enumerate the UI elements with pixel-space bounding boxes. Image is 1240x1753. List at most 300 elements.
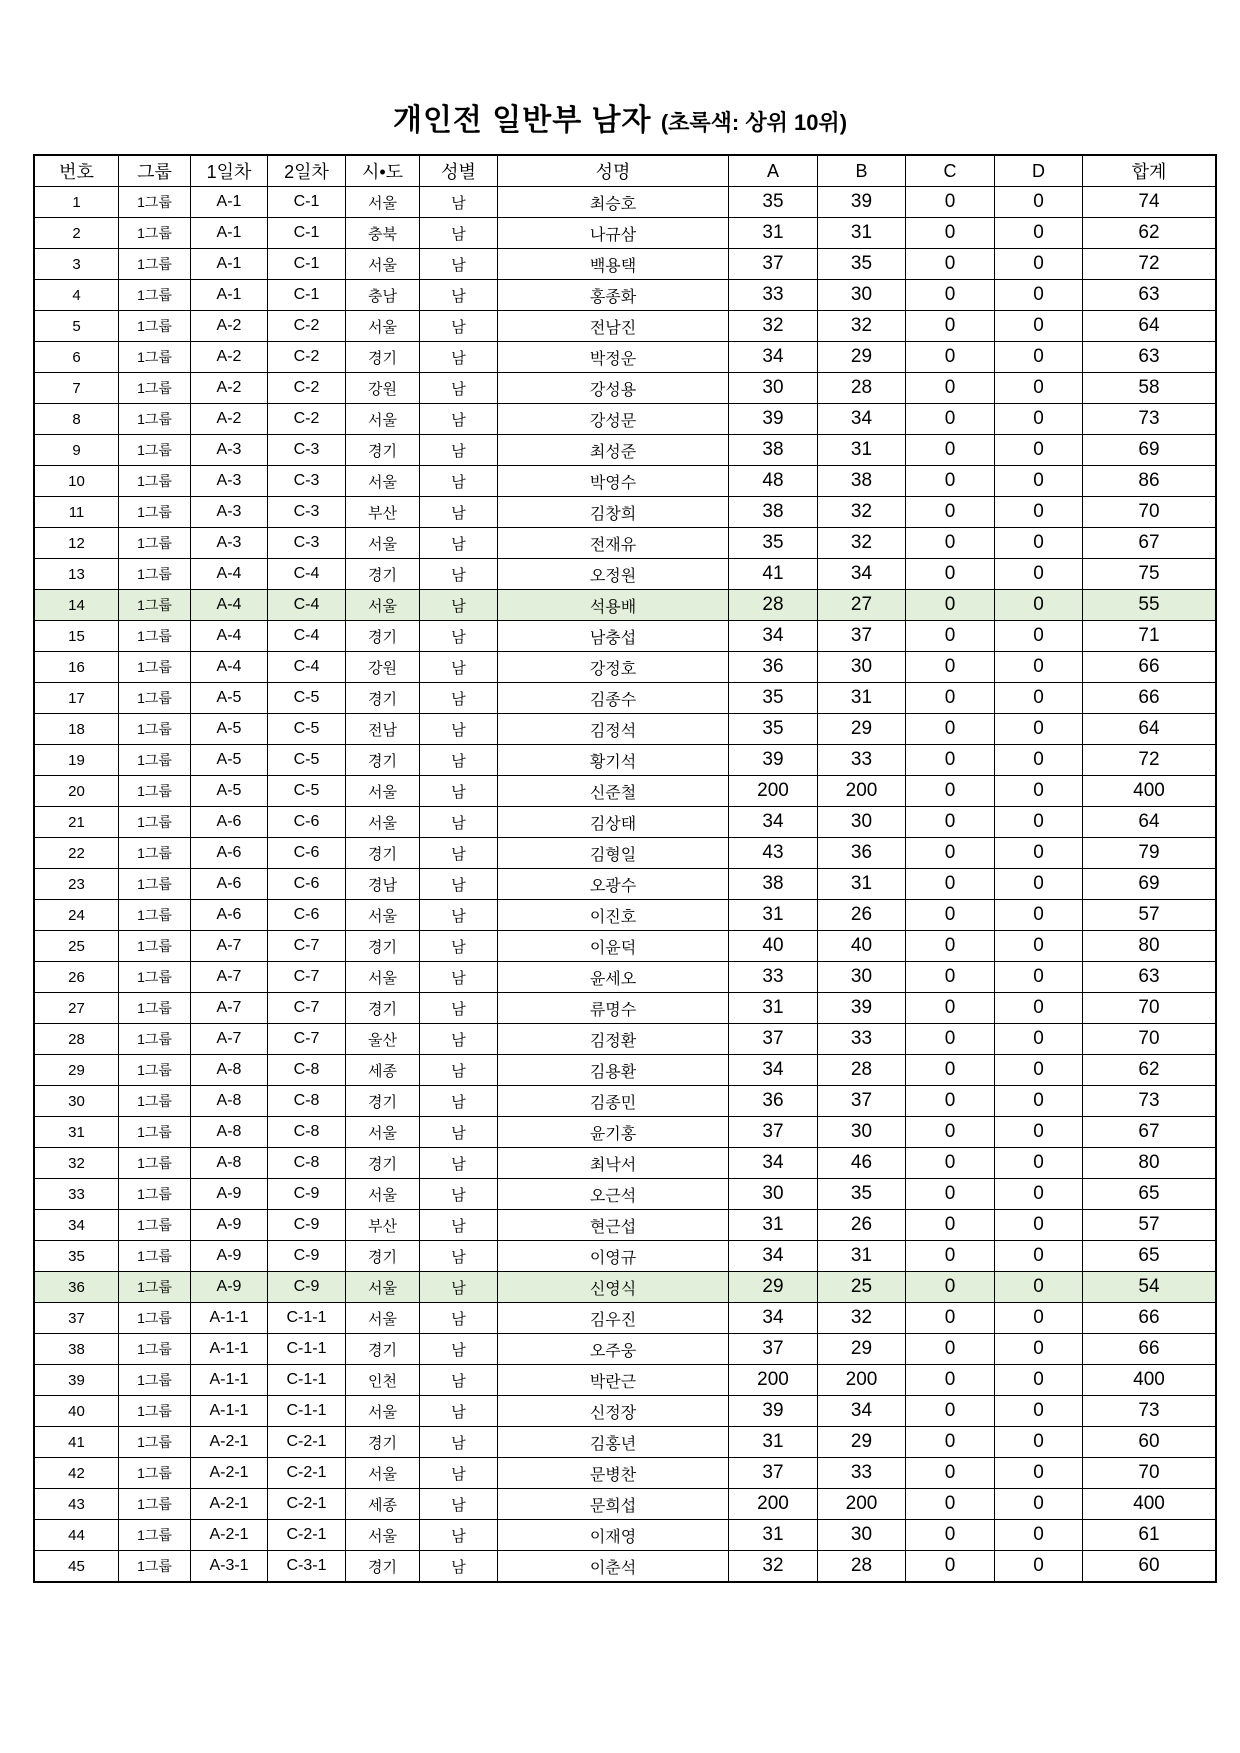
cell-region: 서울 [346, 249, 420, 280]
cell-gender: 남 [420, 1520, 498, 1551]
cell-a: 31 [729, 218, 818, 249]
table-row [34, 776, 1216, 807]
cell-no: 22 [34, 838, 119, 869]
cell-name: 강정호 [498, 652, 729, 683]
cell-day2: C-1 [268, 280, 346, 311]
cell-b: 31 [818, 1241, 906, 1272]
cell-group: 1그룹 [119, 466, 191, 497]
cell-c: 0 [906, 1272, 995, 1303]
cell-gender: 남 [420, 931, 498, 962]
cell-a: 30 [729, 373, 818, 404]
cell-c: 0 [906, 962, 995, 993]
cell-day1: A-8 [191, 1055, 268, 1086]
cell-name: 오근석 [498, 1179, 729, 1210]
cell-day1: A-8 [191, 1148, 268, 1179]
cell-no: 14 [34, 590, 119, 621]
cell-gender: 남 [420, 1117, 498, 1148]
cell-day1: A-9 [191, 1241, 268, 1272]
cell-gender: 남 [420, 311, 498, 342]
cell-day2: C-4 [268, 559, 346, 590]
cell-total: 72 [1083, 249, 1217, 280]
cell-a: 33 [729, 962, 818, 993]
cell-d: 0 [995, 280, 1083, 311]
cell-region: 경기 [346, 1551, 420, 1583]
cell-no: 19 [34, 745, 119, 776]
cell-gender: 남 [420, 993, 498, 1024]
cell-day2: C-4 [268, 652, 346, 683]
cell-d: 0 [995, 1365, 1083, 1396]
cell-d: 0 [995, 900, 1083, 931]
cell-group: 1그룹 [119, 342, 191, 373]
table-row [34, 683, 1216, 714]
cell-name: 강성문 [498, 404, 729, 435]
cell-b: 29 [818, 714, 906, 745]
cell-gender: 남 [420, 807, 498, 838]
cell-day2: C-5 [268, 714, 346, 745]
cell-d: 0 [995, 1148, 1083, 1179]
cell-group: 1그룹 [119, 280, 191, 311]
cell-day2: C-3 [268, 528, 346, 559]
cell-region: 서울 [346, 1272, 420, 1303]
cell-a: 34 [729, 621, 818, 652]
cell-day2: C-1-1 [268, 1365, 346, 1396]
table-row [34, 1117, 1216, 1148]
cell-d: 0 [995, 187, 1083, 218]
cell-region: 서울 [346, 187, 420, 218]
cell-d: 0 [995, 1520, 1083, 1551]
cell-name: 이춘석 [498, 1551, 729, 1583]
cell-gender: 남 [420, 1427, 498, 1458]
cell-b: 38 [818, 466, 906, 497]
cell-b: 36 [818, 838, 906, 869]
cell-day2: C-3 [268, 466, 346, 497]
cell-gender: 남 [420, 900, 498, 931]
cell-group: 1그룹 [119, 1365, 191, 1396]
cell-total: 69 [1083, 869, 1217, 900]
cell-day2: C-7 [268, 931, 346, 962]
cell-no: 42 [34, 1458, 119, 1489]
header-cell-d: D [995, 155, 1083, 187]
cell-day1: A-4 [191, 621, 268, 652]
cell-c: 0 [906, 1148, 995, 1179]
cell-region: 경기 [346, 838, 420, 869]
cell-no: 37 [34, 1303, 119, 1334]
cell-name: 김정환 [498, 1024, 729, 1055]
table-row [34, 838, 1216, 869]
cell-name: 전남진 [498, 311, 729, 342]
cell-no: 40 [34, 1396, 119, 1427]
cell-day1: A-1-1 [191, 1303, 268, 1334]
cell-d: 0 [995, 652, 1083, 683]
cell-no: 17 [34, 683, 119, 714]
cell-day1: A-1 [191, 187, 268, 218]
cell-day1: A-5 [191, 683, 268, 714]
header-cell-c: C [906, 155, 995, 187]
cell-c: 0 [906, 621, 995, 652]
cell-d: 0 [995, 1303, 1083, 1334]
cell-b: 28 [818, 1551, 906, 1583]
cell-a: 37 [729, 1458, 818, 1489]
cell-name: 백용택 [498, 249, 729, 280]
cell-day2: C-4 [268, 590, 346, 621]
cell-total: 73 [1083, 1396, 1217, 1427]
cell-day1: A-3-1 [191, 1551, 268, 1583]
cell-day1: A-6 [191, 807, 268, 838]
cell-c: 0 [906, 1241, 995, 1272]
cell-d: 0 [995, 1551, 1083, 1583]
table-row [34, 962, 1216, 993]
cell-d: 0 [995, 838, 1083, 869]
cell-total: 66 [1083, 1303, 1217, 1334]
cell-a: 34 [729, 1055, 818, 1086]
table-row [34, 249, 1216, 280]
cell-a: 31 [729, 1520, 818, 1551]
cell-group: 1그룹 [119, 1179, 191, 1210]
header-cell-gender: 성별 [420, 155, 498, 187]
table-row [34, 993, 1216, 1024]
table-header [34, 155, 1216, 187]
cell-c: 0 [906, 466, 995, 497]
cell-gender: 남 [420, 1334, 498, 1365]
cell-gender: 남 [420, 342, 498, 373]
table-row [34, 931, 1216, 962]
cell-c: 0 [906, 1365, 995, 1396]
cell-c: 0 [906, 745, 995, 776]
cell-day1: A-5 [191, 714, 268, 745]
cell-name: 신영식 [498, 1272, 729, 1303]
cell-group: 1그룹 [119, 1303, 191, 1334]
cell-gender: 남 [420, 1458, 498, 1489]
cell-b: 25 [818, 1272, 906, 1303]
cell-day1: A-8 [191, 1086, 268, 1117]
cell-no: 45 [34, 1551, 119, 1583]
cell-a: 31 [729, 1427, 818, 1458]
cell-day1: A-2 [191, 373, 268, 404]
cell-a: 37 [729, 1024, 818, 1055]
cell-group: 1그룹 [119, 652, 191, 683]
cell-group: 1그룹 [119, 1210, 191, 1241]
cell-a: 37 [729, 249, 818, 280]
cell-region: 강원 [346, 373, 420, 404]
cell-group: 1그룹 [119, 559, 191, 590]
cell-group: 1그룹 [119, 931, 191, 962]
cell-day2: C-2-1 [268, 1427, 346, 1458]
cell-name: 김상태 [498, 807, 729, 838]
cell-c: 0 [906, 280, 995, 311]
cell-total: 57 [1083, 1210, 1217, 1241]
table-row-highlighted [34, 590, 1216, 621]
cell-region: 강원 [346, 652, 420, 683]
cell-day1: A-1-1 [191, 1334, 268, 1365]
cell-d: 0 [995, 1272, 1083, 1303]
cell-b: 31 [818, 869, 906, 900]
header-cell-region: 시•도 [346, 155, 420, 187]
cell-day1: A-4 [191, 590, 268, 621]
cell-day1: A-3 [191, 435, 268, 466]
cell-no: 43 [34, 1489, 119, 1520]
cell-no: 35 [34, 1241, 119, 1272]
cell-a: 28 [729, 590, 818, 621]
cell-day1: A-4 [191, 559, 268, 590]
cell-day1: A-7 [191, 993, 268, 1024]
cell-d: 0 [995, 528, 1083, 559]
cell-a: 48 [729, 466, 818, 497]
cell-gender: 남 [420, 869, 498, 900]
cell-b: 30 [818, 1117, 906, 1148]
cell-b: 46 [818, 1148, 906, 1179]
cell-region: 부산 [346, 497, 420, 528]
cell-a: 38 [729, 435, 818, 466]
cell-b: 29 [818, 1334, 906, 1365]
cell-no: 8 [34, 404, 119, 435]
table-row [34, 1303, 1216, 1334]
cell-day2: C-9 [268, 1272, 346, 1303]
cell-no: 24 [34, 900, 119, 931]
cell-gender: 남 [420, 745, 498, 776]
cell-d: 0 [995, 1427, 1083, 1458]
table-row [34, 1024, 1216, 1055]
cell-d: 0 [995, 1024, 1083, 1055]
cell-group: 1그룹 [119, 497, 191, 528]
cell-c: 0 [906, 776, 995, 807]
cell-total: 72 [1083, 745, 1217, 776]
cell-day1: A-7 [191, 931, 268, 962]
cell-d: 0 [995, 342, 1083, 373]
cell-name: 신준철 [498, 776, 729, 807]
table-row [34, 497, 1216, 528]
cell-name: 김종수 [498, 683, 729, 714]
cell-b: 33 [818, 1024, 906, 1055]
cell-region: 서울 [346, 900, 420, 931]
cell-a: 31 [729, 1210, 818, 1241]
cell-day2: C-3-1 [268, 1551, 346, 1583]
cell-region: 서울 [346, 528, 420, 559]
cell-day1: A-1-1 [191, 1396, 268, 1427]
cell-no: 18 [34, 714, 119, 745]
cell-total: 64 [1083, 311, 1217, 342]
table-row [34, 621, 1216, 652]
cell-name: 현근섭 [498, 1210, 729, 1241]
cell-c: 0 [906, 528, 995, 559]
cell-name: 이진호 [498, 900, 729, 931]
header-cell-a: A [729, 155, 818, 187]
cell-a: 200 [729, 1489, 818, 1520]
cell-total: 65 [1083, 1241, 1217, 1272]
cell-region: 인천 [346, 1365, 420, 1396]
cell-gender: 남 [420, 1272, 498, 1303]
cell-total: 54 [1083, 1272, 1217, 1303]
cell-region: 부산 [346, 1210, 420, 1241]
cell-no: 21 [34, 807, 119, 838]
cell-group: 1그룹 [119, 1458, 191, 1489]
cell-gender: 남 [420, 249, 498, 280]
cell-gender: 남 [420, 1024, 498, 1055]
cell-b: 34 [818, 1396, 906, 1427]
cell-total: 74 [1083, 187, 1217, 218]
cell-day1: A-2-1 [191, 1489, 268, 1520]
table-row [34, 1334, 1216, 1365]
cell-name: 박영수 [498, 466, 729, 497]
cell-region: 서울 [346, 776, 420, 807]
cell-b: 28 [818, 1055, 906, 1086]
cell-group: 1그룹 [119, 1117, 191, 1148]
cell-b: 26 [818, 1210, 906, 1241]
cell-b: 32 [818, 528, 906, 559]
cell-name: 최성준 [498, 435, 729, 466]
cell-region: 서울 [346, 962, 420, 993]
cell-day2: C-3 [268, 497, 346, 528]
header-cell-name: 성명 [498, 155, 729, 187]
cell-a: 34 [729, 1303, 818, 1334]
cell-total: 400 [1083, 1365, 1217, 1396]
cell-b: 200 [818, 1489, 906, 1520]
cell-d: 0 [995, 404, 1083, 435]
cell-c: 0 [906, 993, 995, 1024]
cell-b: 200 [818, 776, 906, 807]
cell-b: 33 [818, 1458, 906, 1489]
cell-no: 28 [34, 1024, 119, 1055]
title-main: 개인전 일반부 남자 [392, 104, 652, 137]
cell-gender: 남 [420, 1210, 498, 1241]
header-cell-group: 그룹 [119, 155, 191, 187]
cell-day2: C-4 [268, 621, 346, 652]
table-row [34, 528, 1216, 559]
cell-region: 서울 [346, 807, 420, 838]
cell-region: 경기 [346, 745, 420, 776]
cell-region: 전남 [346, 714, 420, 745]
table-row-highlighted [34, 1272, 1216, 1303]
cell-d: 0 [995, 1458, 1083, 1489]
cell-gender: 남 [420, 1179, 498, 1210]
cell-region: 경기 [346, 559, 420, 590]
cell-gender: 남 [420, 1055, 498, 1086]
cell-a: 31 [729, 993, 818, 1024]
cell-group: 1그룹 [119, 1148, 191, 1179]
cell-b: 26 [818, 900, 906, 931]
cell-region: 경기 [346, 621, 420, 652]
cell-region: 경기 [346, 683, 420, 714]
cell-group: 1그룹 [119, 621, 191, 652]
cell-day1: A-3 [191, 466, 268, 497]
cell-a: 43 [729, 838, 818, 869]
table-row [34, 1520, 1216, 1551]
cell-c: 0 [906, 838, 995, 869]
cell-name: 이윤덕 [498, 931, 729, 962]
cell-no: 1 [34, 187, 119, 218]
cell-total: 67 [1083, 528, 1217, 559]
cell-day2: C-8 [268, 1086, 346, 1117]
cell-b: 200 [818, 1365, 906, 1396]
cell-d: 0 [995, 497, 1083, 528]
cell-a: 39 [729, 1396, 818, 1427]
cell-b: 37 [818, 621, 906, 652]
cell-name: 오광수 [498, 869, 729, 900]
cell-name: 나규삼 [498, 218, 729, 249]
cell-d: 0 [995, 559, 1083, 590]
cell-no: 20 [34, 776, 119, 807]
cell-c: 0 [906, 342, 995, 373]
cell-total: 75 [1083, 559, 1217, 590]
cell-total: 70 [1083, 1024, 1217, 1055]
cell-a: 200 [729, 776, 818, 807]
cell-day1: A-6 [191, 900, 268, 931]
cell-day1: A-2 [191, 342, 268, 373]
cell-gender: 남 [420, 528, 498, 559]
cell-group: 1그룹 [119, 528, 191, 559]
cell-day1: A-1 [191, 249, 268, 280]
cell-name: 문병찬 [498, 1458, 729, 1489]
cell-name: 박정운 [498, 342, 729, 373]
cell-total: 61 [1083, 1520, 1217, 1551]
cell-day1: A-2 [191, 311, 268, 342]
cell-day2: C-3 [268, 435, 346, 466]
cell-region: 서울 [346, 466, 420, 497]
cell-name: 이재영 [498, 1520, 729, 1551]
cell-group: 1그룹 [119, 683, 191, 714]
table-row [34, 745, 1216, 776]
cell-c: 0 [906, 497, 995, 528]
cell-day2: C-6 [268, 807, 346, 838]
cell-day2: C-2 [268, 311, 346, 342]
table-row [34, 404, 1216, 435]
cell-day2: C-5 [268, 683, 346, 714]
cell-day1: A-1-1 [191, 1365, 268, 1396]
cell-day2: C-7 [268, 993, 346, 1024]
cell-day1: A-3 [191, 497, 268, 528]
table-row [34, 218, 1216, 249]
cell-region: 경기 [346, 342, 420, 373]
cell-no: 30 [34, 1086, 119, 1117]
cell-region: 경기 [346, 1148, 420, 1179]
cell-day2: C-5 [268, 745, 346, 776]
cell-total: 58 [1083, 373, 1217, 404]
cell-b: 32 [818, 497, 906, 528]
cell-day1: A-9 [191, 1272, 268, 1303]
cell-group: 1그룹 [119, 1427, 191, 1458]
cell-region: 경기 [346, 1241, 420, 1272]
cell-day2: C-1 [268, 218, 346, 249]
cell-day1: A-2 [191, 404, 268, 435]
cell-no: 10 [34, 466, 119, 497]
cell-b: 31 [818, 435, 906, 466]
cell-group: 1그룹 [119, 1241, 191, 1272]
cell-day2: C-2 [268, 342, 346, 373]
cell-group: 1그룹 [119, 1086, 191, 1117]
cell-day2: C-1-1 [268, 1396, 346, 1427]
cell-d: 0 [995, 590, 1083, 621]
cell-no: 38 [34, 1334, 119, 1365]
cell-no: 2 [34, 218, 119, 249]
cell-total: 70 [1083, 1458, 1217, 1489]
cell-group: 1그룹 [119, 1551, 191, 1583]
cell-region: 충북 [346, 218, 420, 249]
table-row [34, 1086, 1216, 1117]
cell-day1: A-6 [191, 838, 268, 869]
cell-b: 31 [818, 218, 906, 249]
cell-no: 33 [34, 1179, 119, 1210]
cell-total: 60 [1083, 1427, 1217, 1458]
cell-day2: C-6 [268, 900, 346, 931]
cell-no: 25 [34, 931, 119, 962]
cell-c: 0 [906, 714, 995, 745]
cell-d: 0 [995, 1086, 1083, 1117]
cell-region: 경기 [346, 1334, 420, 1365]
cell-name: 김용환 [498, 1055, 729, 1086]
cell-day1: A-8 [191, 1117, 268, 1148]
cell-day1: A-2-1 [191, 1458, 268, 1489]
cell-no: 26 [34, 962, 119, 993]
cell-total: 67 [1083, 1117, 1217, 1148]
